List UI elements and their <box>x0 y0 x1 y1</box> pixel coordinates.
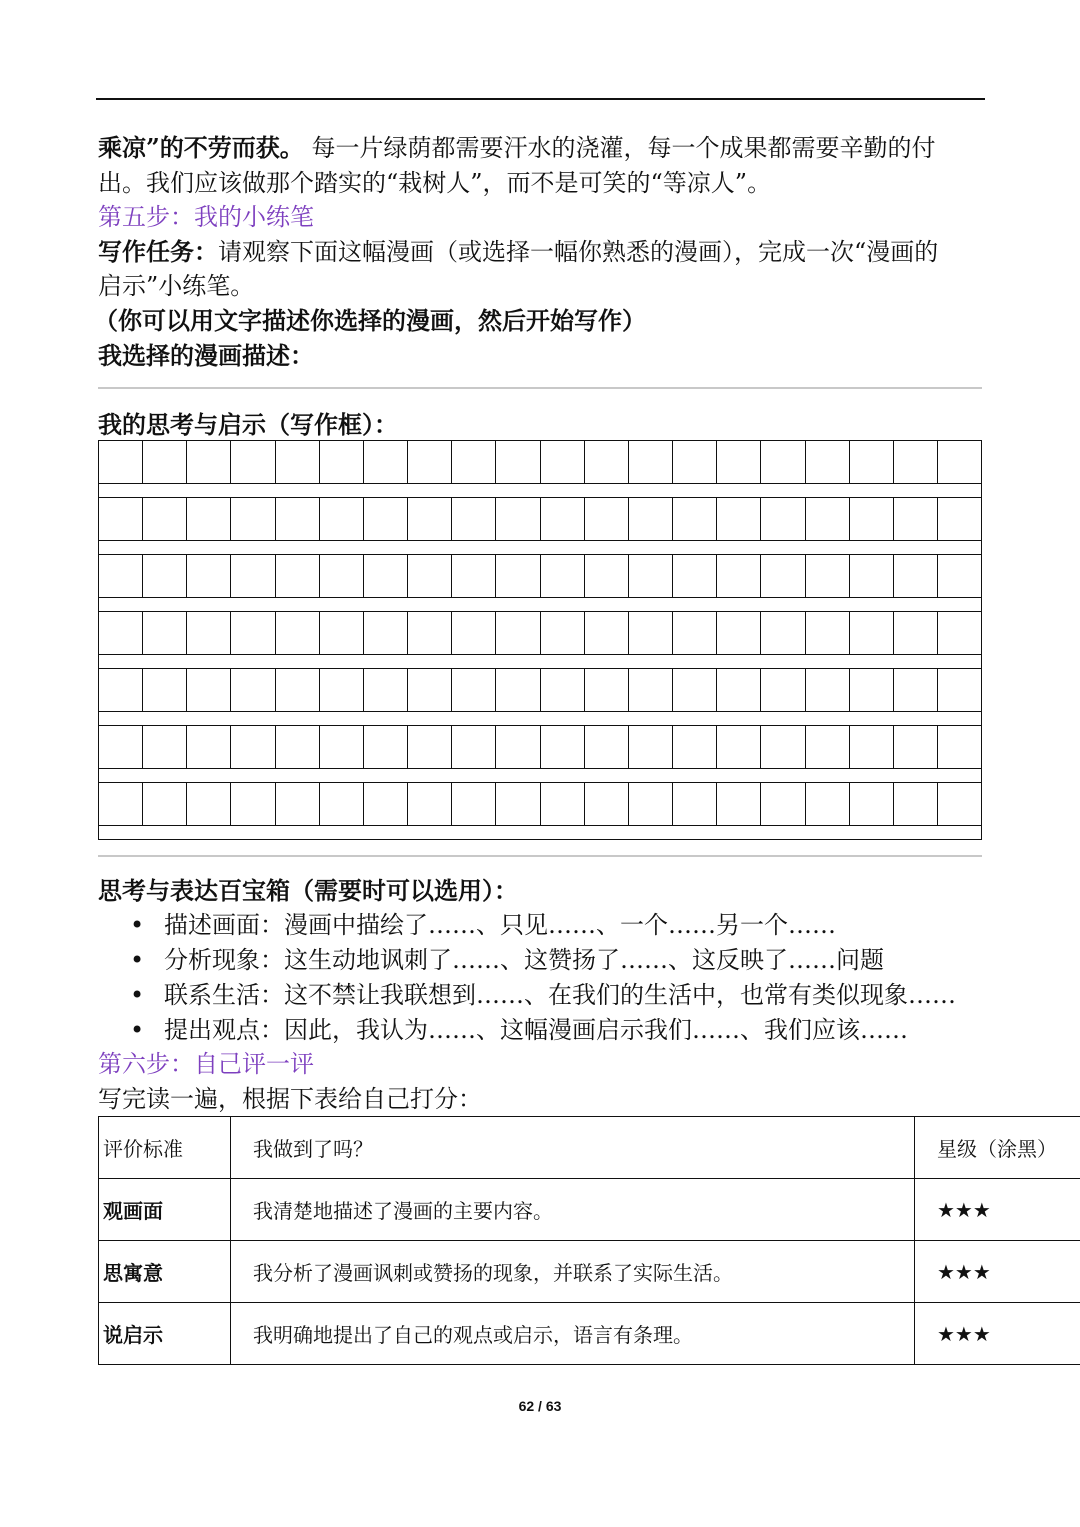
grid-cell[interactable] <box>540 498 584 540</box>
grid-row <box>98 498 982 541</box>
grid-cell[interactable] <box>628 669 672 711</box>
grid-cell[interactable] <box>937 783 982 825</box>
grid-cell[interactable] <box>937 669 982 711</box>
grid-cell[interactable] <box>672 612 716 654</box>
grid-cell[interactable] <box>672 555 716 597</box>
grid-cell[interactable] <box>495 441 539 483</box>
grid-cell[interactable] <box>275 783 319 825</box>
grid-cell[interactable] <box>407 669 451 711</box>
grid-cell[interactable] <box>363 783 407 825</box>
grid-cell[interactable] <box>849 783 893 825</box>
grid-cell[interactable] <box>805 783 849 825</box>
grid-cell[interactable] <box>142 669 186 711</box>
grid-row <box>98 441 982 484</box>
grid-cell[interactable] <box>275 612 319 654</box>
grid-cell[interactable] <box>275 669 319 711</box>
grid-cell[interactable] <box>230 555 274 597</box>
grid-cell[interactable] <box>142 783 186 825</box>
grid-cell[interactable] <box>937 726 982 768</box>
grid-cell[interactable] <box>805 555 849 597</box>
grid-cell[interactable] <box>186 498 230 540</box>
row-description: 我分析了漫画讽刺或赞扬的现象，并联系了实际生活。 <box>231 1241 915 1303</box>
comic-description-label: 我选择的漫画描述： <box>98 341 314 370</box>
grid-cell[interactable] <box>937 498 982 540</box>
grid-cell[interactable] <box>98 441 142 483</box>
grid-cell[interactable] <box>540 783 584 825</box>
toolbox-item: • 联系生活：这不禁让我联想到……、在我们的生活中，也常有类似现象…… <box>130 978 956 1013</box>
toolbox-item: • 描述画面：漫画中描绘了……、只见……、一个……另一个…… <box>130 908 956 943</box>
grid-cell[interactable] <box>495 612 539 654</box>
grid-cell[interactable] <box>275 498 319 540</box>
grid-row-gap <box>98 484 982 498</box>
grid-cell[interactable] <box>628 441 672 483</box>
grid-cell[interactable] <box>584 669 628 711</box>
grid-cell[interactable] <box>230 726 274 768</box>
grid-cell[interactable] <box>142 498 186 540</box>
grid-cell[interactable] <box>98 726 142 768</box>
grid-cell[interactable] <box>628 726 672 768</box>
grid-cell[interactable] <box>893 726 937 768</box>
grid-cell[interactable] <box>495 783 539 825</box>
grid-cell[interactable] <box>849 498 893 540</box>
grid-cell[interactable] <box>628 783 672 825</box>
grid-cell[interactable] <box>363 612 407 654</box>
grid-cell[interactable] <box>672 726 716 768</box>
grid-cell[interactable] <box>628 612 672 654</box>
grid-cell[interactable] <box>937 612 982 654</box>
grid-cell[interactable] <box>186 555 230 597</box>
grid-cell[interactable] <box>716 555 760 597</box>
grid-cell[interactable] <box>230 669 274 711</box>
grid-cell[interactable] <box>584 555 628 597</box>
grid-cell[interactable] <box>495 555 539 597</box>
toolbox-title: 思考与表达百宝箱（需要时可以选用）： <box>98 876 518 905</box>
toolbox-item: • 分析现象：这生动地讽刺了……、这赞扬了……、这反映了……问题 <box>130 943 956 978</box>
grid-cell[interactable] <box>584 612 628 654</box>
grid-cell[interactable] <box>186 441 230 483</box>
grid-cell[interactable] <box>672 783 716 825</box>
grid-cell[interactable] <box>805 441 849 483</box>
grid-cell[interactable] <box>230 783 274 825</box>
header-done: 我做到了吗？ <box>231 1117 915 1179</box>
grid-cell[interactable] <box>319 555 363 597</box>
table-header-row <box>99 1117 1080 1179</box>
grid-cell[interactable] <box>407 441 451 483</box>
grid-cell[interactable] <box>760 669 804 711</box>
row-description: 我清楚地描述了漫画的主要内容。 <box>231 1179 915 1241</box>
grid-cell[interactable] <box>407 612 451 654</box>
grid-row-gap <box>98 712 982 726</box>
grid-cell[interactable] <box>716 498 760 540</box>
grid-cell[interactable] <box>98 669 142 711</box>
grid-cell[interactable] <box>407 555 451 597</box>
grid-cell[interactable] <box>540 669 584 711</box>
step5-heading: 第五步：我的小练笔 <box>98 203 314 231</box>
self-eval-table <box>98 1116 1080 1365</box>
grid-row-gap <box>98 598 982 612</box>
intro-line-2: 出。我们应该做那个踏实的“栽树人”，而不是可笑的“等凉人”。 <box>98 169 772 197</box>
task-line-2: 启示”小练笔。 <box>98 272 255 300</box>
grid-cell[interactable] <box>805 612 849 654</box>
grid-cell[interactable] <box>142 726 186 768</box>
grid-cell[interactable] <box>672 669 716 711</box>
grid-cell[interactable] <box>760 726 804 768</box>
header-stars: 星级（涂黑） <box>915 1117 1080 1179</box>
intro-bold: 乘凉”的不劳而获。 <box>98 133 304 162</box>
writing-box-label: 我的思考与启示（写作框）： <box>98 410 398 439</box>
grid-cell[interactable] <box>142 612 186 654</box>
grid-cell[interactable] <box>230 612 274 654</box>
grid-cell[interactable] <box>275 441 319 483</box>
grid-cell[interactable] <box>319 441 363 483</box>
toolbox-list <box>130 908 956 1048</box>
grid-cell[interactable] <box>363 498 407 540</box>
grid-cell[interactable] <box>407 783 451 825</box>
grid-cell[interactable] <box>319 726 363 768</box>
task-text: 请观察下面这幅漫画（或选择一幅你熟悉的漫画），完成一次“漫画的 <box>218 238 939 266</box>
grid-cell[interactable] <box>363 555 407 597</box>
grid-cell[interactable] <box>319 783 363 825</box>
grid-cell[interactable] <box>407 726 451 768</box>
grid-cell[interactable] <box>540 612 584 654</box>
intro-line-1 <box>98 131 935 165</box>
header-rule <box>96 98 985 100</box>
grid-cell[interactable] <box>760 783 804 825</box>
star-rating[interactable]: ★★★ <box>915 1241 1080 1303</box>
page-number: 62 / 63 <box>518 1398 562 1414</box>
grid-cell[interactable] <box>672 498 716 540</box>
task-line-1 <box>98 235 938 269</box>
grid-cell[interactable] <box>319 669 363 711</box>
grid-cell[interactable] <box>849 555 893 597</box>
grid-cell[interactable] <box>186 612 230 654</box>
grid-cell[interactable] <box>451 783 495 825</box>
grid-cell[interactable] <box>98 555 142 597</box>
grid-cell[interactable] <box>319 498 363 540</box>
grid-cell[interactable] <box>849 612 893 654</box>
grid-row <box>98 612 982 655</box>
grid-cell[interactable] <box>230 498 274 540</box>
grid-cell[interactable] <box>893 498 937 540</box>
grid-row <box>98 555 982 598</box>
grid-cell[interactable] <box>584 783 628 825</box>
table-row <box>99 1241 1080 1303</box>
grid-cell[interactable] <box>716 726 760 768</box>
star-rating[interactable]: ★★★ <box>915 1179 1080 1241</box>
grid-cell[interactable] <box>760 612 804 654</box>
grid-cell[interactable] <box>716 783 760 825</box>
row-criteria: 思寓意 <box>99 1241 231 1303</box>
grid-cell[interactable] <box>716 441 760 483</box>
grid-cell[interactable] <box>98 612 142 654</box>
grid-cell[interactable] <box>275 555 319 597</box>
table-row <box>99 1303 1080 1365</box>
step6-heading: 第六步：自己评一评 <box>98 1050 314 1078</box>
task-note: （你可以用文字描述你选择的漫画，然后开始写作） <box>94 306 646 335</box>
grid-row <box>98 783 982 826</box>
grid-cell[interactable] <box>451 498 495 540</box>
grid-cell[interactable] <box>540 726 584 768</box>
grid-cell[interactable] <box>186 726 230 768</box>
grid-cell[interactable] <box>716 612 760 654</box>
grid-cell[interactable] <box>98 783 142 825</box>
grid-cell[interactable] <box>363 441 407 483</box>
grid-cell[interactable] <box>186 783 230 825</box>
grid-cell[interactable] <box>628 498 672 540</box>
grid-cell[interactable] <box>937 555 982 597</box>
grid-cell[interactable] <box>584 441 628 483</box>
grid-cell[interactable] <box>893 441 937 483</box>
grid-cell[interactable] <box>230 441 274 483</box>
grid-cell[interactable] <box>628 555 672 597</box>
grid-cell[interactable] <box>849 441 893 483</box>
grid-cell[interactable] <box>805 726 849 768</box>
grid-cell[interactable] <box>893 669 937 711</box>
grid-cell[interactable] <box>363 726 407 768</box>
grid-cell[interactable] <box>760 498 804 540</box>
toolbox-item: • 提出观点：因此，我认为……、这幅漫画启示我们……、我们应该…… <box>130 1013 956 1048</box>
grid-cell[interactable] <box>319 612 363 654</box>
grid-cell[interactable] <box>937 441 982 483</box>
grid-cell[interactable] <box>363 669 407 711</box>
grid-cell[interactable] <box>672 441 716 483</box>
grid-cell[interactable] <box>584 726 628 768</box>
grid-cell[interactable] <box>275 726 319 768</box>
grid-cell[interactable] <box>495 726 539 768</box>
grid-row <box>98 726 982 769</box>
row-description: 我明确地提出了自己的观点或启示，语言有条理。 <box>231 1303 915 1365</box>
grid-cell[interactable] <box>716 669 760 711</box>
intro-rest: 每一片绿荫都需要汗水的浇灌，每一个成果都需要辛勤的付 <box>303 134 936 162</box>
row-criteria: 观画面 <box>99 1179 231 1241</box>
grid-cell[interactable] <box>893 555 937 597</box>
description-rule[interactable] <box>98 387 982 389</box>
grid-cell[interactable] <box>142 555 186 597</box>
grid-cell[interactable] <box>805 669 849 711</box>
grid-cell[interactable] <box>893 783 937 825</box>
grid-cell[interactable] <box>451 555 495 597</box>
grid-row-gap <box>98 769 982 783</box>
grid-cell[interactable] <box>584 498 628 540</box>
grid-cell[interactable] <box>407 498 451 540</box>
grid-cell[interactable] <box>98 498 142 540</box>
grid-cell[interactable] <box>451 441 495 483</box>
grid-cell[interactable] <box>805 498 849 540</box>
grid-cell[interactable] <box>540 555 584 597</box>
grid-cell[interactable] <box>893 612 937 654</box>
grid-row-gap <box>98 826 982 840</box>
writing-grid[interactable] <box>98 440 982 840</box>
grid-cell[interactable] <box>451 669 495 711</box>
grid-cell[interactable] <box>849 669 893 711</box>
grid-cell[interactable] <box>760 555 804 597</box>
grid-bottom-rule <box>98 855 982 857</box>
grid-cell[interactable] <box>451 726 495 768</box>
table-row <box>99 1179 1080 1241</box>
grid-cell[interactable] <box>540 441 584 483</box>
grid-cell[interactable] <box>760 441 804 483</box>
step6-intro: 写完读一遍，根据下表给自己打分： <box>98 1085 482 1113</box>
grid-row-gap <box>98 541 982 555</box>
grid-cell[interactable] <box>186 669 230 711</box>
grid-cell[interactable] <box>849 726 893 768</box>
header-criteria: 评价标准 <box>99 1117 231 1179</box>
star-rating[interactable]: ★★★ <box>915 1303 1080 1365</box>
grid-row-gap <box>98 655 982 669</box>
row-criteria: 说启示 <box>99 1303 231 1365</box>
grid-cell[interactable] <box>451 612 495 654</box>
task-label: 写作任务： <box>98 237 218 266</box>
grid-cell[interactable] <box>495 669 539 711</box>
grid-row <box>98 669 982 712</box>
grid-cell[interactable] <box>142 441 186 483</box>
grid-cell[interactable] <box>495 498 539 540</box>
